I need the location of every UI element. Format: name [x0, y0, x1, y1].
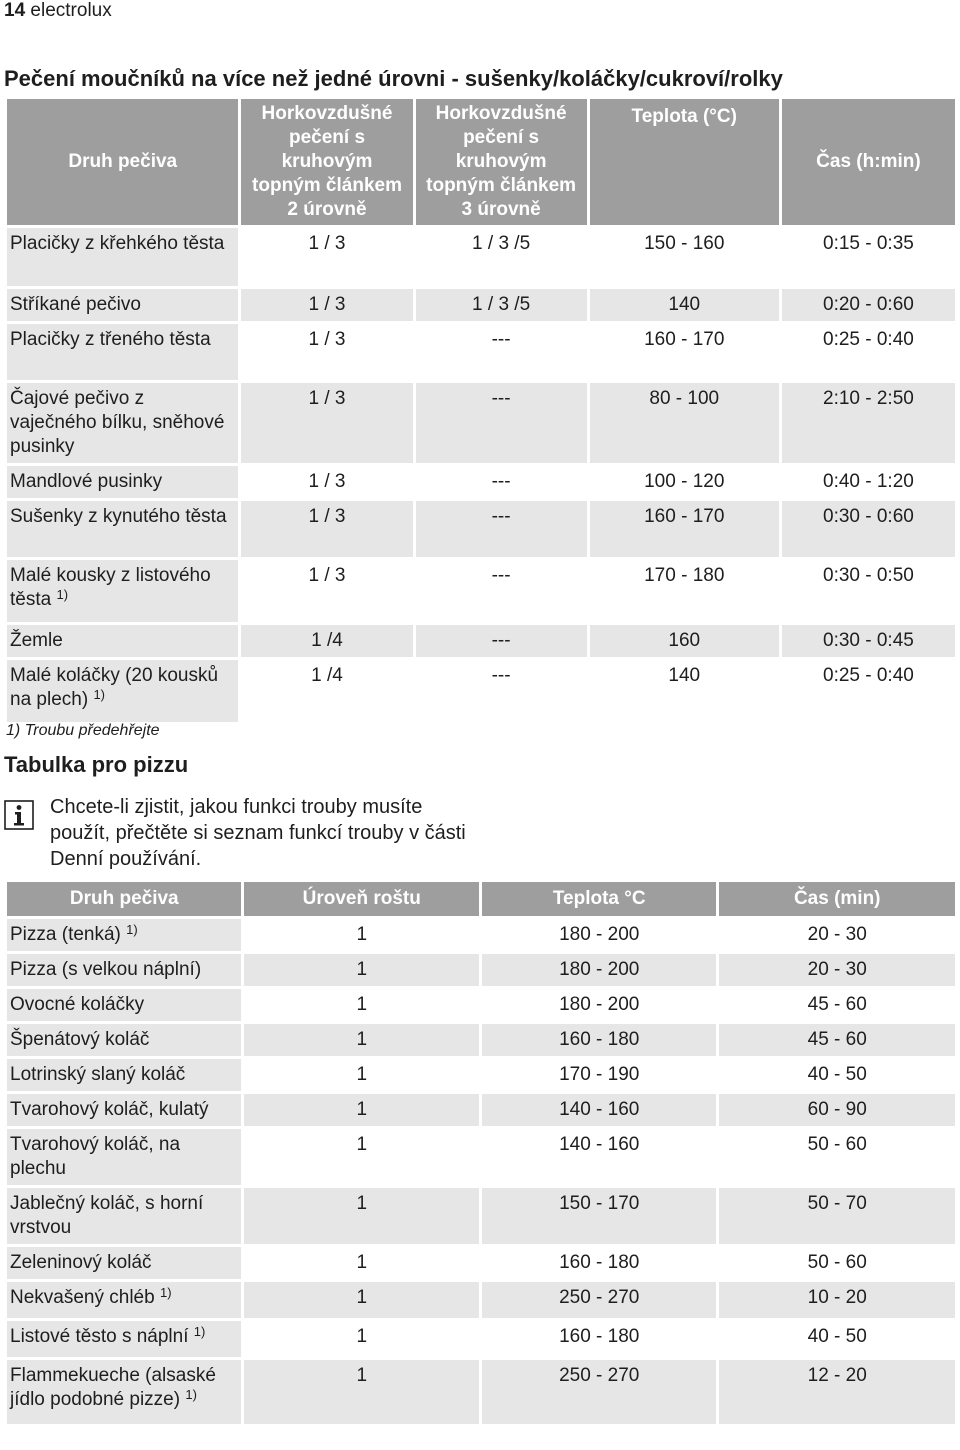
- brand-name: electrolux: [30, 0, 112, 21]
- two-level-value: 1 / 3: [241, 383, 412, 463]
- pastry-name: Flammekueche (alsaské jídlo podobné pizze): [10, 1365, 216, 1410]
- table-row: [7, 1282, 955, 1318]
- shelf-level-value: 1: [244, 1360, 478, 1424]
- pastry-name-cell: [7, 1282, 241, 1318]
- temperature-value: 140: [668, 665, 701, 686]
- table-row: [7, 560, 955, 622]
- three-level-value: ---: [491, 329, 511, 350]
- shelf-level-value: 1: [356, 924, 368, 945]
- table-row: [7, 919, 955, 951]
- pastry-name: Malé koláčky (20 kousků na plech): [10, 665, 219, 710]
- footnote-marker: 1): [126, 922, 138, 937]
- pastry-name-cell: [7, 1094, 241, 1126]
- temperature-value: 140: [590, 289, 779, 321]
- table-row: [7, 660, 955, 722]
- two-level-value: 1 / 3: [308, 565, 346, 586]
- pastry-name-cell: [7, 1188, 241, 1244]
- page-header: [4, 0, 112, 22]
- header-pastry-type: Druh pečiva: [7, 882, 241, 916]
- table-row: [7, 289, 955, 321]
- info-note-text: Chcete-li zjistit, jakou funkci trouby musíte použít, přečtěte si seznam funkcí trouby v části Denní používání.: [50, 796, 466, 870]
- info-icon: [4, 800, 34, 830]
- shelf-level-value: 1: [244, 1282, 478, 1318]
- pastry-name: Zeleninový koláč: [10, 1252, 152, 1273]
- time-value: 0:40 - 1:20: [823, 471, 914, 492]
- pizza-table: [4, 879, 958, 1427]
- pastry-name-cell: [7, 954, 241, 986]
- pizza-table-title: Tabulka pro pizzu: [4, 752, 189, 777]
- temperature-value: 160: [590, 625, 779, 657]
- time-value: 60 - 90: [719, 1094, 955, 1126]
- pastry-name-cell: [7, 1024, 241, 1056]
- page-number: 14: [4, 0, 26, 21]
- shelf-level-value: 1: [356, 994, 368, 1015]
- temperature-value: 160 - 180: [559, 1326, 640, 1347]
- pastry-name: Listové těsto s náplní: [10, 1326, 189, 1347]
- table-row: [7, 1129, 955, 1185]
- pastry-name: Nekvašený chléb: [10, 1287, 155, 1308]
- pastry-name-cell: [7, 1321, 241, 1357]
- time-value: 20 - 30: [719, 954, 955, 986]
- table-row: [7, 466, 955, 498]
- pastry-name-cell: [7, 324, 238, 380]
- shelf-level-value: 1: [356, 1134, 368, 1155]
- time-value: 50 - 60: [807, 1134, 867, 1155]
- pastry-name: Tvarohový koláč, na plechu: [10, 1134, 181, 1179]
- pastry-name-cell: [7, 289, 238, 321]
- time-value: 2:10 - 2:50: [782, 383, 955, 463]
- pastry-name-cell: [7, 383, 238, 463]
- pastry-name-cell: [7, 625, 238, 657]
- time-value: 45 - 60: [807, 994, 867, 1015]
- table-row: [7, 1321, 955, 1357]
- time-value: 40 - 50: [807, 1064, 867, 1085]
- pastry-name-cell: [7, 560, 238, 622]
- pastry-name: Placičky z třeného těsta: [10, 329, 211, 350]
- table-row: [7, 954, 955, 986]
- pastry-name: Mandlové pusinky: [10, 471, 163, 492]
- pastry-name-cell: [7, 1059, 241, 1091]
- footnote-marker: 1): [185, 1387, 197, 1402]
- pastry-name: Ovocné koláčky: [10, 994, 145, 1015]
- preheat-footnote: 1) Troubu předehřejte: [6, 722, 160, 739]
- shelf-level-value: 1: [356, 1326, 368, 1347]
- pastry-name: Lotrinský slaný koláč: [10, 1064, 186, 1085]
- three-level-value: ---: [416, 383, 587, 463]
- two-level-value: 1 / 3: [308, 471, 346, 492]
- shelf-level-value: 1: [244, 1094, 478, 1126]
- time-value: 45 - 60: [719, 1024, 955, 1056]
- temperature-value: 150 - 170: [482, 1188, 716, 1244]
- pastry-name: Sušenky z kynutého těsta: [10, 506, 227, 527]
- two-level-value: 1 / 3: [308, 329, 346, 350]
- pastry-name: Jablečný koláč, s horní vrstvou: [10, 1193, 204, 1238]
- pastry-name-cell: [7, 1360, 241, 1424]
- time-value: 12 - 20: [719, 1360, 955, 1424]
- shelf-level-value: 1: [244, 1188, 478, 1244]
- pastry-name: Placičky z křehkého těsta: [10, 233, 225, 254]
- three-level-value: 1 / 3 /5: [416, 289, 587, 321]
- table-row: [7, 1059, 955, 1091]
- temperature-value: 160 - 180: [482, 1024, 716, 1056]
- pastry-name-cell: [7, 1129, 241, 1185]
- footnote-marker: 1): [193, 1324, 206, 1339]
- two-level-value: 1 / 3: [241, 501, 412, 557]
- time-value: 0:30 - 0:45: [782, 625, 955, 657]
- temperature-value: 80 - 100: [590, 383, 779, 463]
- two-level-value: 1 / 3: [241, 289, 412, 321]
- pastry-name-cell: [7, 501, 238, 557]
- time-value: 50 - 60: [807, 1252, 867, 1273]
- pastry-name-cell: [7, 1247, 241, 1279]
- footnote-marker: 1): [159, 1285, 172, 1300]
- pastry-name-cell: [7, 660, 238, 722]
- header-pastry-type: Druh pečiva: [7, 99, 238, 225]
- header-two-levels: Horkovzdušné pečení s kruhovým topným článkem 2 úrovně: [241, 99, 412, 225]
- baking-table-body: [7, 228, 955, 722]
- two-level-value: 1 /4: [311, 665, 343, 686]
- temperature-value: 170 - 180: [644, 565, 725, 586]
- header-shelf-level: Úroveň roštu: [244, 882, 478, 916]
- footnote-marker: 1): [56, 587, 69, 602]
- table-row: [7, 1024, 955, 1056]
- two-level-value: 1 /4: [241, 625, 412, 657]
- time-value: 40 - 50: [807, 1326, 867, 1347]
- pastry-name: Malé kousky z listového těsta: [10, 565, 211, 610]
- temperature-value: 160 - 170: [590, 501, 779, 557]
- table-row: [7, 501, 955, 557]
- three-level-value: ---: [491, 471, 511, 492]
- three-level-value: ---: [416, 501, 587, 557]
- table-row: [7, 1247, 955, 1279]
- pastry-name-cell: [7, 989, 241, 1021]
- table-row: [7, 1094, 955, 1126]
- time-value: 20 - 30: [807, 924, 867, 945]
- header-temperature: Teplota °C: [482, 882, 716, 916]
- baking-table-title: Pečení moučníků na více než jedné úrovni - sušenky/koláčky/cukroví/rolky: [4, 66, 783, 91]
- shelf-level-value: 1: [244, 1024, 478, 1056]
- three-level-value: ---: [491, 565, 511, 586]
- temperature-value: 100 - 120: [644, 471, 725, 492]
- temperature-value: 250 - 270: [482, 1360, 716, 1424]
- table-row: [7, 1360, 955, 1424]
- three-level-value: ---: [491, 665, 511, 686]
- temperature-value: 180 - 200: [559, 994, 640, 1015]
- pizza-table-body: [7, 919, 955, 1424]
- pastry-name: Čajové pečivo z vaječného bílku, sněhové pusinky: [10, 388, 225, 457]
- time-value: 50 - 70: [719, 1188, 955, 1244]
- time-value: 10 - 20: [719, 1282, 955, 1318]
- pastry-name: Tvarohový koláč, kulatý: [10, 1099, 209, 1120]
- pastry-name-cell: [7, 466, 238, 498]
- time-value: 0:20 - 0:60: [782, 289, 955, 321]
- pastry-name: Špenátový koláč: [10, 1029, 150, 1050]
- time-value: 0:15 - 0:35: [823, 233, 914, 254]
- header-time: Čas (h:min): [782, 99, 955, 225]
- three-level-value: ---: [416, 625, 587, 657]
- table-row: [7, 324, 955, 380]
- temperature-value: 140 - 160: [559, 1134, 640, 1155]
- footnote-marker: 1): [93, 687, 106, 702]
- temperature-value: 170 - 190: [559, 1064, 640, 1085]
- temperature-value: 160 - 170: [644, 329, 725, 350]
- time-value: 0:30 - 0:60: [782, 501, 955, 557]
- three-level-value: 1 / 3 /5: [472, 233, 531, 254]
- header-time: Čas (min): [719, 882, 955, 916]
- shelf-level-value: 1: [244, 954, 478, 986]
- pastry-name: Stříkané pečivo: [10, 294, 141, 315]
- pastry-name-cell: [7, 919, 241, 951]
- table-row: [7, 989, 955, 1021]
- pastry-name-cell: [7, 228, 238, 286]
- temperature-value: 150 - 160: [644, 233, 725, 254]
- header-three-levels: Horkovzdušné pečení s kruhovým topným článkem 3 úrovně: [416, 99, 587, 225]
- time-value: 0:25 - 0:40: [823, 329, 914, 350]
- pastry-name: Pizza (s velkou náplní): [10, 959, 202, 980]
- pastry-name: Pizza (tenká): [10, 924, 121, 945]
- table-row: [7, 228, 955, 286]
- two-level-value: 1 / 3: [308, 233, 346, 254]
- pastry-name: Žemle: [10, 630, 63, 651]
- baking-multi-level-table: [4, 96, 958, 725]
- temperature-value: 250 - 270: [482, 1282, 716, 1318]
- temperature-value: 140 - 160: [482, 1094, 716, 1126]
- table-row: [7, 1188, 955, 1244]
- header-temperature: Teplota (°C): [590, 99, 779, 225]
- table-row: [7, 625, 955, 657]
- time-value: 0:30 - 0:50: [823, 565, 914, 586]
- table-row: [7, 383, 955, 463]
- shelf-level-value: 1: [356, 1252, 368, 1273]
- temperature-value: 160 - 180: [559, 1252, 640, 1273]
- temperature-value: 180 - 200: [559, 924, 640, 945]
- time-value: 0:25 - 0:40: [823, 665, 914, 686]
- shelf-level-value: 1: [356, 1064, 368, 1085]
- temperature-value: 180 - 200: [482, 954, 716, 986]
